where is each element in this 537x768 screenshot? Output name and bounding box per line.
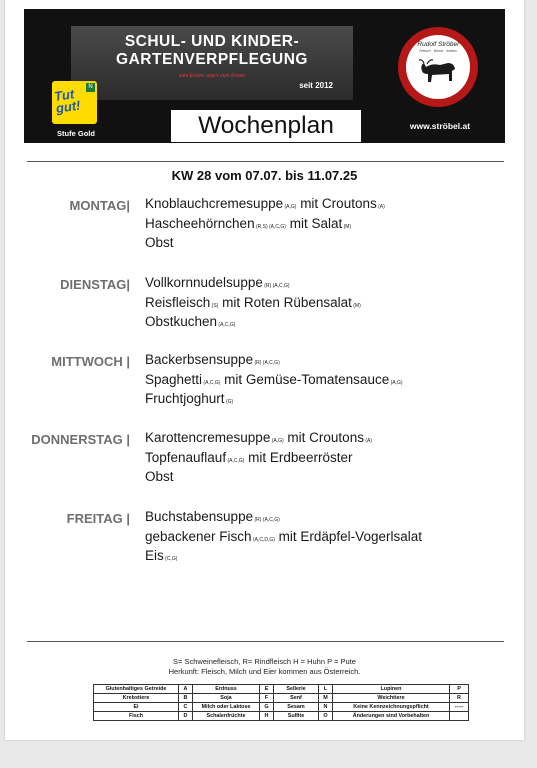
dish-name: Topfenauflauf <box>145 449 227 465</box>
dish-name: Knoblauchcremesuppe <box>145 196 284 211</box>
allergen-cell: R <box>450 694 469 703</box>
week-title: KW 28 vom 07.07. bis 11.07.25 <box>171 168 358 183</box>
stufe-label: Stufe Gold <box>57 129 95 138</box>
origin-note: Herkunft: Fleisch, Milch und Eier kommen aus Österreich. <box>168 667 361 676</box>
allergen-cell: N <box>319 703 333 712</box>
day-label: DONNERSTAG | <box>31 432 130 447</box>
allergen-cell: Keine Kennzeichnungspflicht <box>333 703 450 712</box>
menu-item <box>145 548 177 563</box>
allergen-cell: Sellerie <box>274 685 319 694</box>
allergen-cell: O <box>319 712 333 721</box>
day-label: FREITAG | <box>66 511 130 526</box>
hero-slogan: zum Essen, was’s zum Essen <box>178 73 246 79</box>
allergen-codes: (A,G) <box>283 204 297 210</box>
allergen-table <box>93 684 469 721</box>
menu-item <box>145 235 174 250</box>
allergen-cell: C <box>179 703 193 712</box>
dish-name: Obst <box>145 469 174 484</box>
allergen-cell: Ei <box>94 703 179 712</box>
dish-name: Obstkuchen <box>145 314 218 329</box>
allergen-cell: Milch oder Laktose <box>193 703 260 712</box>
meat-legend: S= Schweinefleisch, R= Rindfleisch H = Huhn P = Pute <box>173 657 356 666</box>
allergen-codes: (M) <box>342 223 352 230</box>
allergen-codes: (A,G) <box>389 379 403 386</box>
dish-name: Obst <box>145 235 174 250</box>
tut-gut-label: Tut gut! <box>53 86 82 116</box>
allergen-cell: H <box>260 712 274 721</box>
menu-item <box>145 391 233 406</box>
dish-name: Buchstabensuppe <box>145 509 254 524</box>
bull-icon <box>418 57 458 87</box>
hero-panel <box>71 26 353 100</box>
dish-name: Backerbsensuppe <box>145 352 254 367</box>
allergen-cell: Soja <box>193 694 260 703</box>
allergen-cell: Senf <box>274 694 319 703</box>
allergen-cell: E <box>260 685 274 694</box>
menu-item <box>145 509 280 524</box>
allergen-codes: (A,C,G) <box>226 457 245 464</box>
allergen-cell: Schalenfrüchte <box>193 712 260 721</box>
allergen-cell <box>450 712 469 721</box>
menu-item <box>145 450 352 465</box>
allergen-cell: Weichtiere <box>333 694 450 703</box>
menu-item <box>145 295 361 310</box>
side-dish: mit Gemüse-Tomatensauce <box>220 371 390 387</box>
allergen-codes: (A) <box>376 204 385 210</box>
dish-name: Hascheehörnchen <box>145 215 255 231</box>
allergen-cell: Glutenhaltiges Getreide <box>94 685 179 694</box>
top-divider <box>27 161 504 162</box>
hero-title-line1: SCHUL- UND KINDER- <box>124 33 300 50</box>
stroebel-logo <box>398 27 478 107</box>
menu-item <box>145 275 290 290</box>
side-dish: mit Erdäpfel-Vogerlsalat <box>274 528 422 544</box>
allergen-codes: (A,C,D,G) <box>251 536 275 543</box>
allergen-cell: P <box>450 685 469 694</box>
side-dish: mit Roten Rübensalat <box>218 294 352 310</box>
allergen-cell: Sesam <box>274 703 319 712</box>
menu-item <box>145 352 280 367</box>
allergen-cell: A <box>179 685 193 694</box>
allergen-codes: (A,C,G) <box>217 322 236 328</box>
menu-item <box>145 469 174 484</box>
day-label: DIENSTAG| <box>60 277 130 292</box>
allergen-cell: Lupinen <box>333 685 450 694</box>
seal-inner <box>406 35 470 99</box>
allergen-codes: (R) (A,C,G) <box>253 517 280 523</box>
allergen-codes: (R) (A,C,G) <box>262 283 290 289</box>
menu-item <box>145 430 372 445</box>
day-label: MONTAG| <box>69 198 130 213</box>
menu-item <box>145 529 422 544</box>
dish-name: Eis <box>145 548 164 563</box>
heading-box <box>171 110 361 142</box>
allergen-cell: M <box>319 694 333 703</box>
dish-name: gebackener Fisch <box>145 528 252 544</box>
tut-gut-logo <box>52 81 97 124</box>
allergen-codes: (R,S) (A,C,G) <box>254 223 286 230</box>
dish-name: Vollkornnudelsuppe <box>145 275 263 290</box>
allergen-codes: (A,C,G) <box>202 379 221 386</box>
allergen-codes: (R) (A,C,G) <box>253 360 280 366</box>
allergen-cell: L <box>319 685 333 694</box>
allergen-cell: ----- <box>450 703 469 712</box>
allergen-codes: (M) <box>351 302 361 309</box>
brand-name: Rudolf Ströbel <box>417 41 459 48</box>
allergen-cell: Erdnuss <box>193 685 260 694</box>
allergen-codes: (S) <box>210 302 219 309</box>
allergen-row <box>94 694 469 703</box>
allergen-cell: B <box>179 694 193 703</box>
allergen-cell: D <box>179 712 193 721</box>
allergen-cell: F <box>260 694 274 703</box>
allergen-cell: Krebstiere <box>94 694 179 703</box>
allergen-cell: Fisch <box>94 712 179 721</box>
allergen-cell: Sulfite <box>274 712 319 721</box>
side-dish: mit Erdbeerröster <box>244 449 353 465</box>
allergen-cell: Änderungen sind Vorbehalten <box>333 712 450 721</box>
dish-name: Reisfleisch <box>145 294 211 310</box>
dish-name: Karottencremesuppe <box>145 430 271 445</box>
allergen-codes: (C,G) <box>163 556 178 562</box>
side-dish: mit Croutons <box>283 430 364 445</box>
website-label: www.ströbel.at <box>409 121 471 131</box>
brand-subtitle: Fleisch · Wurst · Imbiss <box>419 49 457 53</box>
dish-name: Spaghetti <box>145 371 203 387</box>
menu-item <box>145 314 235 329</box>
allergen-row <box>94 712 469 721</box>
bottom-divider <box>27 641 504 642</box>
dish-name: Fruchtjoghurt <box>145 391 225 406</box>
allergen-codes: (A) <box>363 438 373 444</box>
tut-gut-badge: N <box>86 83 95 92</box>
side-dish: mit Croutons <box>296 196 377 211</box>
allergen-cell: G <box>260 703 274 712</box>
day-label: MITTWOCH | <box>51 354 130 369</box>
allergen-row <box>94 703 469 712</box>
menu-item <box>145 196 385 211</box>
menu-page <box>5 0 524 740</box>
since-label: seit 2012 <box>299 81 333 90</box>
page-title: Wochenplan <box>198 112 334 139</box>
hero-title-line2: GARTENVERPFLEGUNG <box>116 51 308 68</box>
allergen-codes: (A,G) <box>270 438 284 444</box>
allergen-row <box>94 685 469 694</box>
menu-item <box>145 216 351 231</box>
allergen-codes: (G) <box>224 399 234 405</box>
menu-item <box>145 372 403 387</box>
side-dish: mit Salat <box>285 215 343 231</box>
